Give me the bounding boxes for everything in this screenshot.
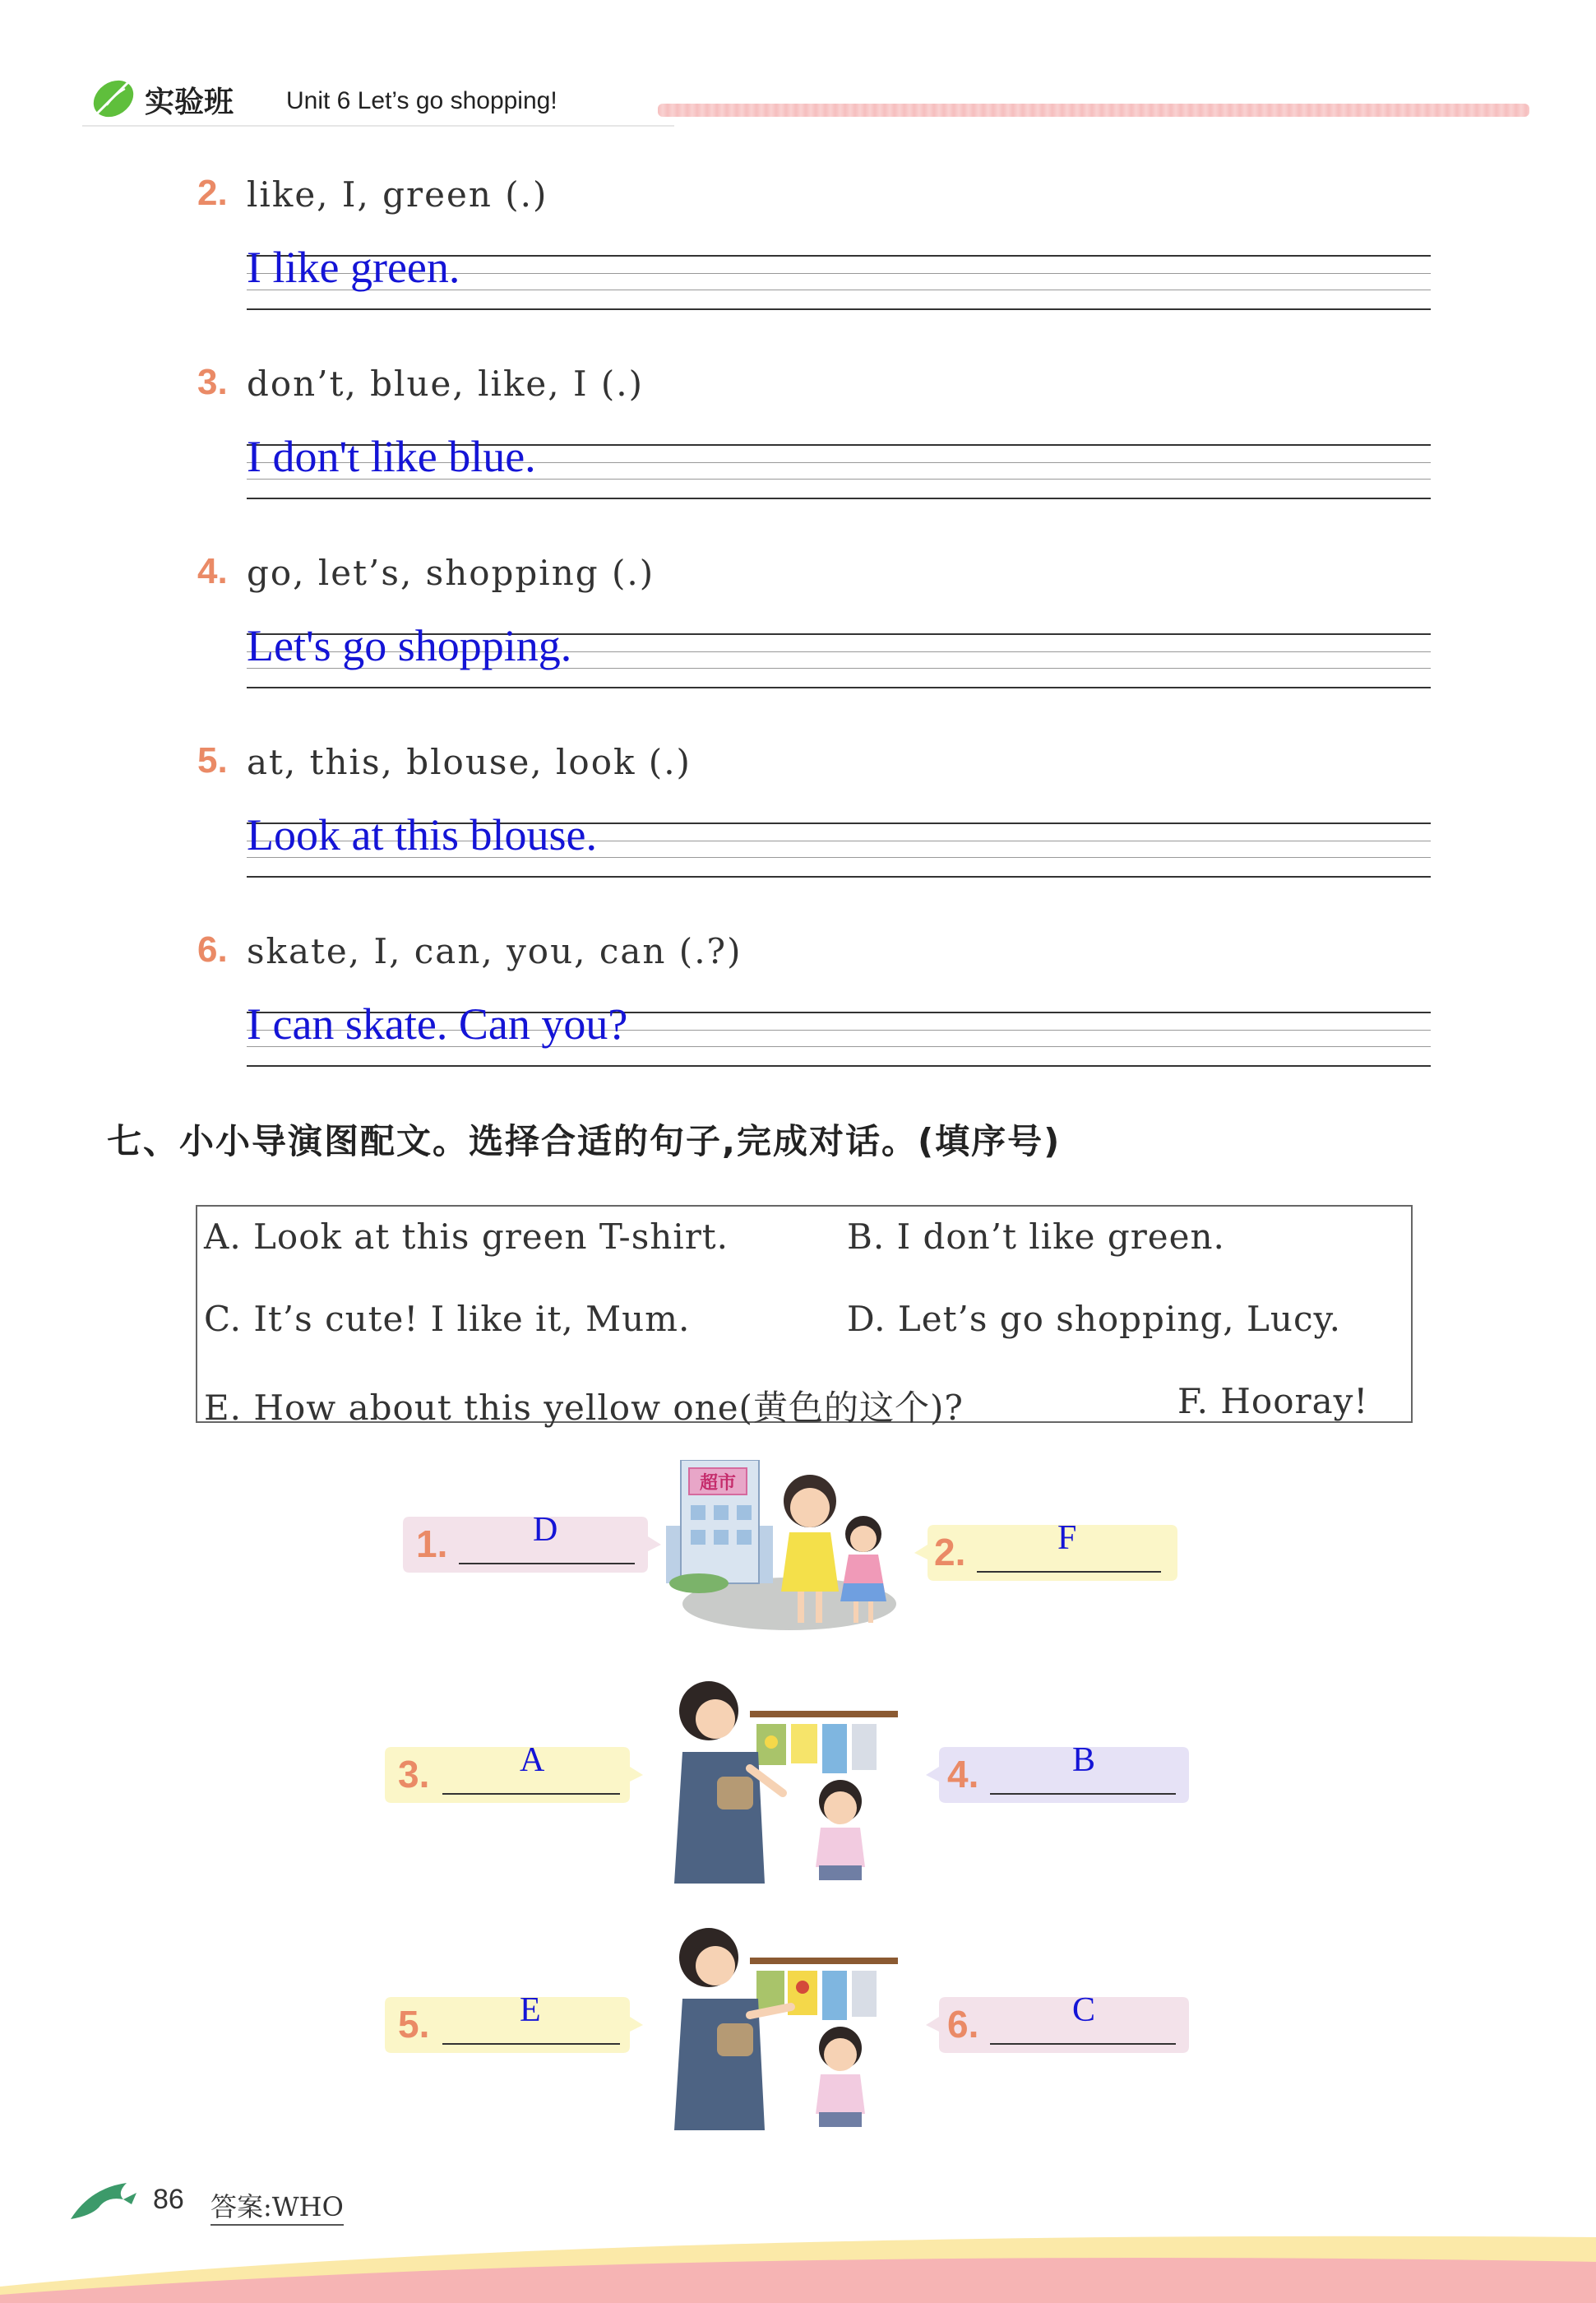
question-number: 6. xyxy=(197,929,228,970)
page-number: 86 xyxy=(153,2184,184,2215)
question-2 xyxy=(197,173,1431,362)
dialogue-answer[interactable]: E xyxy=(520,1991,541,2029)
question-number: 4. xyxy=(197,551,228,591)
header-rule xyxy=(82,125,674,127)
dialogue-number: 2. xyxy=(934,1531,966,1573)
unit-title: Unit 6 Let’s go shopping! xyxy=(286,87,557,114)
option-a: A. Look at this green T-shirt. xyxy=(204,1216,729,1257)
answer-line xyxy=(990,2043,1176,2045)
option-d: D. Let’s go shopping, Lucy. xyxy=(847,1299,1341,1339)
answer-text: Let's go shopping. xyxy=(247,621,572,670)
leaf-logo-icon xyxy=(89,72,138,122)
option-b: B. I don’t like green. xyxy=(847,1216,1225,1257)
dialogue-bubble-1 xyxy=(401,1511,663,1574)
answer-text: Look at this blouse. xyxy=(247,810,597,860)
options-box xyxy=(196,1205,1413,1428)
option-f: F. Hooray! xyxy=(1177,1381,1369,1421)
answer-line xyxy=(459,1563,635,1564)
question-prompt: go, let’s, shopping (.) xyxy=(247,553,655,593)
dialogue-bubble-2 xyxy=(914,1519,1179,1582)
dialogue-bubble-6 xyxy=(926,1991,1191,2055)
dialogue-answer[interactable]: A xyxy=(520,1741,545,1779)
question-5 xyxy=(197,740,1431,929)
question-prompt: don’t, blue, like, I (.) xyxy=(247,364,645,404)
question-number: 2. xyxy=(197,173,228,213)
page-header xyxy=(82,72,1529,130)
dialogue-answer[interactable]: B xyxy=(1072,1741,1096,1779)
answer-text: I don't like blue. xyxy=(247,432,536,481)
question-prompt: like, I, green (.) xyxy=(247,174,548,215)
dialogue-answer[interactable]: D xyxy=(533,1511,558,1549)
yellow-shirt-scene-illustration xyxy=(668,1925,906,2130)
answer-line xyxy=(442,1793,620,1795)
answer-text: I like green. xyxy=(247,243,460,292)
dialogue-number: 4. xyxy=(947,1753,979,1796)
question-6 xyxy=(197,929,1431,1119)
option-e: E. How about this yellow one(黄色的这个)? xyxy=(204,1388,964,1428)
answer-line xyxy=(990,1793,1176,1795)
dialogue-number: 6. xyxy=(947,2003,979,2046)
question-number: 5. xyxy=(197,740,228,781)
header-stripe xyxy=(658,104,1529,117)
question-prompt: skate, I, can, you, can (.?) xyxy=(247,931,742,971)
question-4 xyxy=(197,551,1431,740)
dialogue-number: 3. xyxy=(398,1753,430,1796)
question-number: 3. xyxy=(197,362,228,402)
dialogue-bubble-3 xyxy=(383,1741,645,1805)
brand-title: 实验班 xyxy=(145,86,234,119)
dialogue-bubble-5 xyxy=(383,1991,645,2055)
answer-line xyxy=(977,1571,1161,1573)
answer-text: I can skate. Can you? xyxy=(247,999,628,1049)
question-3 xyxy=(197,362,1431,551)
supermarket-sign: 超市 xyxy=(699,1473,737,1494)
dialogue-answer[interactable]: F xyxy=(1057,1519,1077,1557)
clothes-rack-scene-illustration xyxy=(668,1678,906,1884)
supermarket-scene-illustration xyxy=(666,1460,913,1633)
dialogue-number: 5. xyxy=(398,2003,430,2046)
answer-key-label: 答案:WHO xyxy=(210,2186,344,2226)
footer-wave xyxy=(0,2204,1596,2303)
dialogue-bubble-4 xyxy=(926,1741,1191,1805)
answer-line xyxy=(442,2043,620,2045)
section-heading: 七、小小导演图配文。选择合适的句子,完成对话。(填序号) xyxy=(107,1121,1062,1161)
question-prompt: at, this, blouse, look (.) xyxy=(247,742,692,782)
dialogue-number: 1. xyxy=(416,1522,448,1565)
dialogue-answer[interactable]: C xyxy=(1072,1991,1096,2029)
option-c: C. It’s cute! I like it, Mum. xyxy=(204,1299,691,1339)
